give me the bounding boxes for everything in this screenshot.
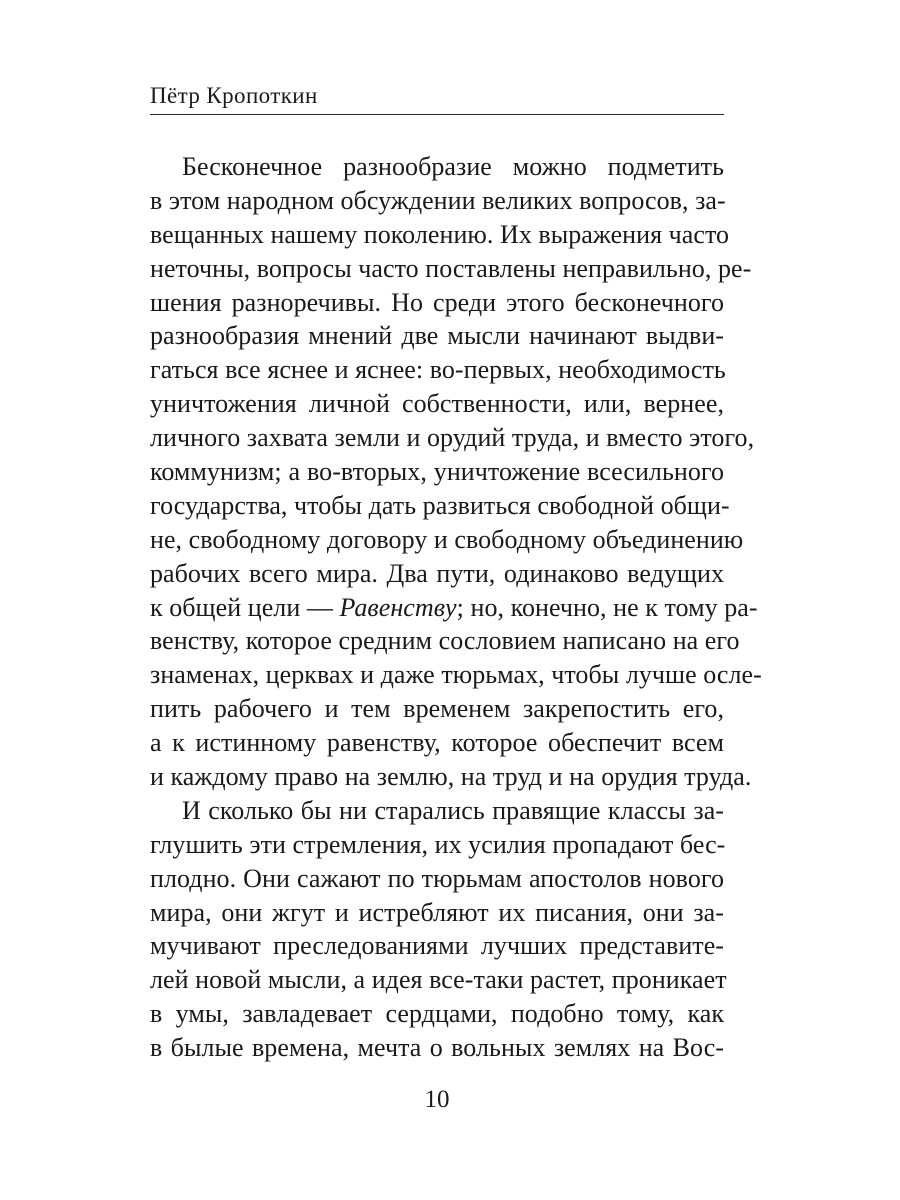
text-line: разнообразия мнений две мысли начинают выдви-: [150, 321, 724, 351]
paragraph-1: [150, 150, 762, 794]
text-line: вещанных нашему поколению. Их выражения часто: [150, 219, 730, 249]
text-line: мира, они жгут и истребляют их писания, они за-: [150, 897, 724, 927]
text-line: неточны, вопросы часто поставлены неправильно, ре-: [150, 253, 752, 283]
page-number: 10: [424, 1086, 450, 1113]
text-line: знаменах, церквах и даже тюрьмах, чтобы лучше осле-: [150, 660, 762, 690]
text-line-with-emphasis: [150, 591, 758, 625]
body-text: [150, 150, 762, 1065]
text-line: пить рабочего и тем временем закрепостить его,: [150, 694, 724, 724]
text-line: рабочих всего мира. Два пути, одинаково ведущих: [150, 558, 724, 588]
text-run: ; но, конечно, не к тому ра-: [456, 592, 758, 622]
running-head: [150, 78, 724, 115]
text-line: мучивают преследованиями лучших представите-: [150, 931, 724, 961]
text-line: а к истинному равенству, которое обеспечит всем: [150, 728, 724, 758]
text-line: не, свободному договору и свободному объединению: [150, 524, 744, 554]
text-line: уничтожения личной собственности, или, вернее,: [150, 389, 724, 419]
text-line: в былые времена, мечта о вольных землях на Вос-: [150, 1033, 724, 1063]
text-line: коммунизм; а во-вторых, уничтожение всесильного: [150, 457, 724, 487]
text-line: плодно. Они сажают по тюрьмам апостолов нового: [150, 863, 724, 893]
running-head-title: Пётр Кропоткин: [150, 83, 318, 108]
text-line: лей новой мысли, а идея все-таки растет, проникает: [150, 965, 727, 995]
text-line: и каждому право на землю, на труд и на орудия труда.: [150, 762, 752, 792]
text-line: государства, чтобы дать развиться свободной общи-: [150, 490, 730, 520]
text-line: в умы, завладевает сердцами, подобно тому, как: [150, 999, 724, 1029]
text-line: гаться все яснее и яснее: во-первых, необходимость: [150, 355, 726, 385]
text-line: глушить эти стремления, их усилия пропадают бес-: [150, 829, 726, 859]
text-run: к общей цели —: [150, 592, 340, 622]
emphasized-word: Равенству: [339, 592, 457, 622]
paragraph-2: [150, 794, 727, 1065]
text-line: И сколько бы ни старались правящие классы за-: [182, 795, 724, 825]
text-line: личного захвата земли и орудий труда, и вместо этого,: [150, 423, 755, 453]
text-line: венству, которое средним сословием написано на его: [150, 626, 740, 656]
text-line: Бесконечное разнообразие можно подметить: [182, 152, 724, 181]
text-line: шения разноречивы. Но среди этого бесконечного: [150, 287, 724, 317]
text-line: в этом народном обсуждении великих вопросов, за-: [150, 185, 726, 215]
